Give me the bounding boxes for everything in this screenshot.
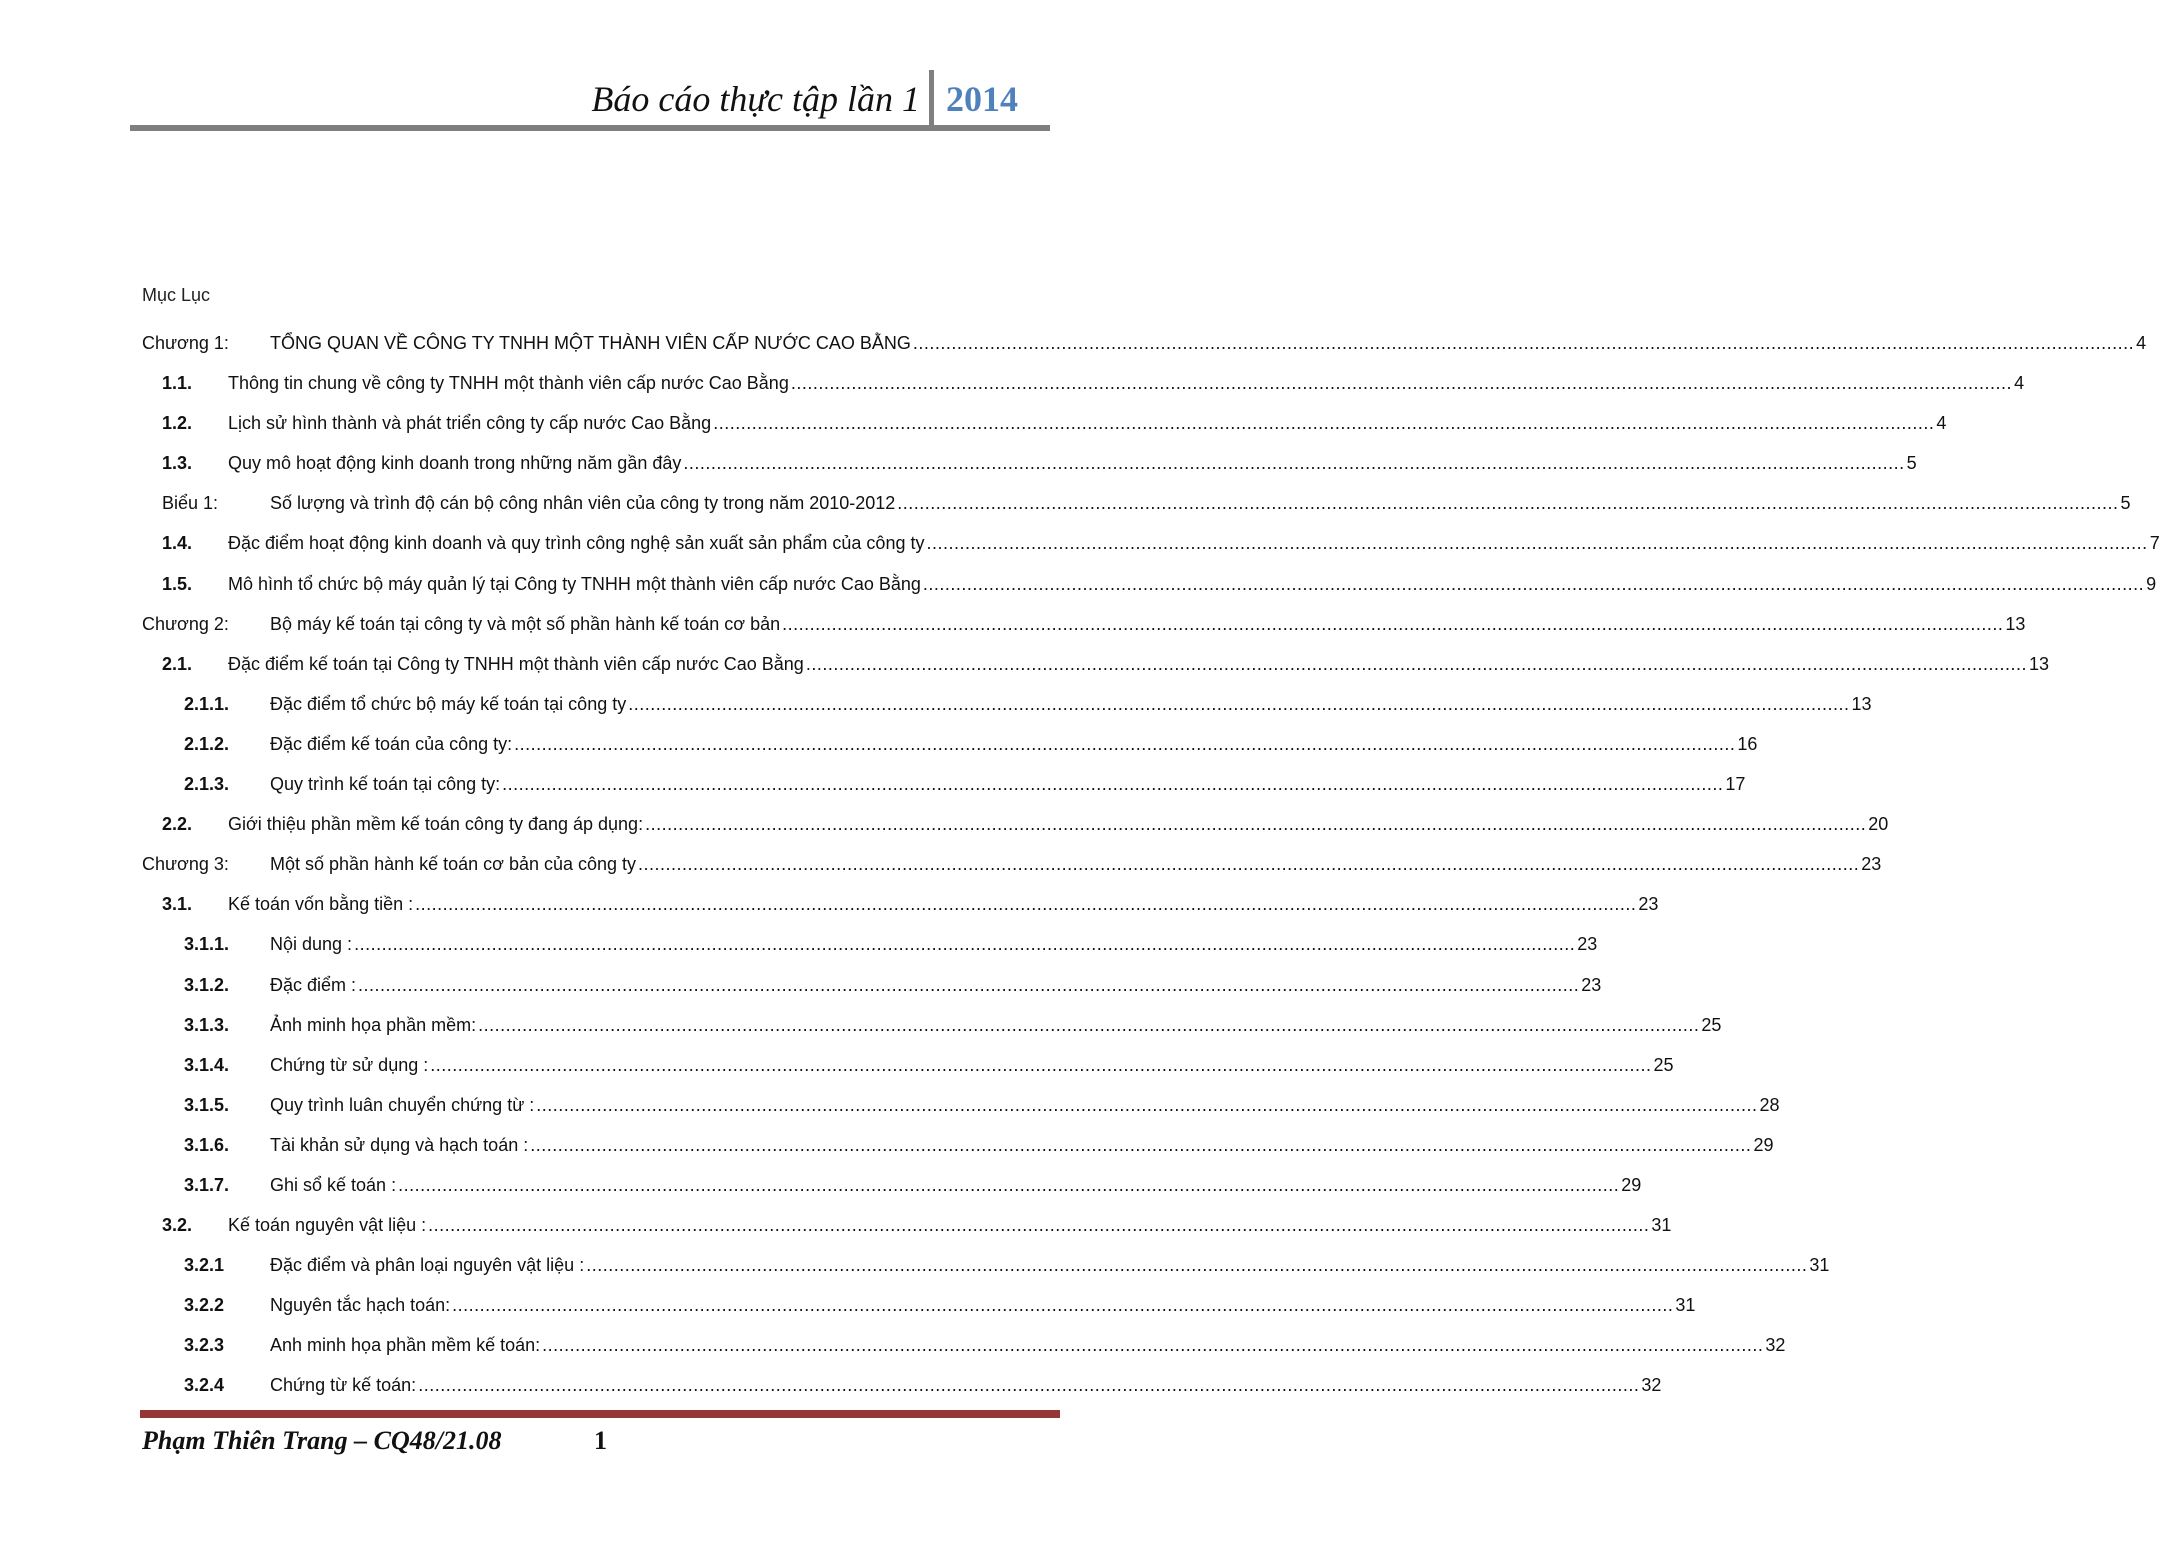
toc-entry-title: Anh minh họa phần mềm kế toán: [270, 1335, 541, 1356]
toc-entry-title: Ghi sổ kế toán : [270, 1174, 397, 1195]
toc-entry-number: 3.2.4 [184, 1375, 225, 1396]
toc-entry[interactable] [142, 733, 1758, 774]
toc-entry-number: 3.1.2. [184, 974, 230, 995]
toc-entry-page: 4 [1936, 413, 1947, 434]
toc-entry-page: 13 [2005, 613, 2026, 634]
toc-entry-title: Tài khản sử dụng và hạch toán : [270, 1134, 529, 1155]
toc-entry-title: Nội dung : [270, 934, 353, 955]
toc-dot-leader [502, 774, 1723, 795]
toc-entry[interactable] [142, 1215, 1672, 1255]
toc-dot-leader [415, 894, 1636, 915]
toc-entry[interactable] [142, 573, 2157, 614]
toc-entry-page: 32 [1641, 1375, 1662, 1396]
toc-entry-number: 3.1.5. [184, 1094, 230, 1115]
toc-entry-title: Chứng từ sử dụng : [270, 1054, 429, 1075]
toc-entry-page: 17 [1725, 774, 1746, 795]
toc-entry-page: 29 [1621, 1174, 1642, 1195]
footer-rule [140, 1410, 1060, 1418]
toc-entry-title: Đặc điểm hoạt động kinh doanh và quy trình công nghệ sản xuất sản phẩm của công ty [228, 533, 925, 554]
toc-entry-number: 3.1.1. [184, 934, 230, 955]
toc-dot-leader [782, 614, 2003, 635]
toc-dot-leader [536, 1095, 1757, 1116]
toc-dot-leader [638, 854, 1859, 875]
toc-entry-page: 7 [2149, 533, 2160, 554]
toc-entry-number: 3.1.6. [184, 1134, 230, 1155]
toc-entry[interactable] [142, 333, 2147, 373]
toc-entry[interactable] [142, 453, 1917, 493]
toc-entry[interactable] [142, 1295, 1696, 1335]
toc-entry-title: Chứng từ kế toán: [270, 1375, 417, 1396]
toc-entry-page: 4 [2136, 333, 2147, 353]
toc-dot-leader [452, 1295, 1673, 1316]
toc-dot-leader [897, 493, 2118, 514]
header-year: 2014 [946, 79, 1018, 119]
toc-entry-number: 3.1.7. [184, 1174, 230, 1195]
toc-entry-title: Đặc điểm : [270, 974, 357, 995]
toc-entry[interactable] [142, 1255, 1830, 1295]
toc-dot-leader [806, 654, 2027, 675]
toc-entry-page: 23 [1581, 974, 1602, 995]
toc-dot-leader [478, 1015, 1699, 1036]
toc-entry-title: Thông tin chung về công ty TNHH một thành viên cấp nước Cao Bằng [228, 373, 789, 394]
toc-entry-title: Quy mô hoạt động kinh doanh trong những năm gần đây [228, 453, 682, 474]
toc-entry-number: 1.1. [162, 373, 193, 394]
toc-entry-page: 23 [1638, 894, 1659, 915]
toc-dot-leader [418, 1375, 1639, 1396]
toc-entry-number: 1.5. [162, 573, 193, 594]
toc-dot-leader [428, 1215, 1649, 1236]
toc-entry-number: Biểu 1: [162, 493, 219, 514]
toc-dot-leader [645, 814, 1866, 835]
toc-dot-leader [586, 1255, 1807, 1276]
toc-entry[interactable] [142, 1335, 1786, 1375]
toc-entry-title: Đặc điểm kế toán tại Công ty TNHH một thành viên cấp nước Cao Bằng [228, 653, 804, 674]
toc-entry-title: Đặc điểm tổ chức bộ máy kế toán tại công ty [270, 693, 627, 714]
toc-entry-title: Quy trình kế toán tại công ty: [270, 774, 501, 795]
toc-dot-leader [683, 453, 1904, 474]
toc-entry-number: 3.1.4. [184, 1054, 230, 1075]
toc-dot-leader [628, 694, 1849, 715]
toc-entry-number: Chương 2: [142, 613, 229, 634]
toc-entry-page: 9 [2146, 573, 2157, 594]
toc-heading: Mục Lục [142, 285, 211, 305]
toc-entry-title: Ảnh minh họa phần mềm: [270, 1014, 477, 1035]
toc-entry[interactable] [142, 1174, 1642, 1215]
toc-entry-title: TỔNG QUAN VỀ CÔNG TY TNHH MỘT THÀNH VIÊN CẤP NƯỚC CAO BẰNG [270, 333, 911, 353]
toc-entry[interactable] [142, 493, 2131, 533]
toc-entry-page: 28 [1759, 1094, 1780, 1115]
toc-entry[interactable] [142, 413, 1947, 453]
toc-entry[interactable] [142, 533, 2160, 573]
toc-entry-title: Kế toán nguyên vật liệu : [228, 1215, 427, 1236]
toc-entry-page: 23 [1861, 854, 1882, 875]
toc-entry[interactable] [142, 1054, 1674, 1095]
toc-entry[interactable] [142, 653, 2050, 694]
toc-entry-page: 20 [1868, 814, 1889, 835]
toc-entry-page: 32 [1765, 1335, 1786, 1356]
toc-entry-title: Kế toán vốn bằng tiền : [228, 894, 414, 915]
toc-entry-number: 3.2.2 [184, 1295, 225, 1316]
toc-entry-page: 13 [2029, 653, 2050, 674]
toc-entry-page: 31 [1809, 1255, 1830, 1276]
toc-entry-number: 1.4. [162, 533, 193, 554]
toc-entry-number: 3.1. [162, 894, 193, 915]
header-divider [929, 70, 934, 130]
toc-entry-title: Bộ máy kế toán tại công ty và một số phần hành kế toán cơ bản [270, 613, 781, 634]
toc-dot-leader [923, 574, 2144, 595]
toc-entry-number: 2.1. [162, 653, 193, 674]
toc-dot-leader [358, 975, 1579, 996]
toc-entry-title: Quy trình luân chuyển chứng từ : [270, 1094, 535, 1115]
toc-dot-leader [398, 1175, 1619, 1196]
toc-dot-leader [354, 934, 1575, 955]
toc-entry[interactable] [142, 1094, 1780, 1135]
toc-entry-title: Một số phần hành kế toán cơ bản của công ty [270, 854, 637, 875]
footer-page-number: 1 [594, 1426, 607, 1455]
toc-dot-leader [430, 1055, 1651, 1076]
toc-entry[interactable] [142, 613, 2026, 654]
toc-entry-title: Đặc điểm và phân loại nguyên vật liệu : [270, 1255, 585, 1276]
toc-entry-number: 2.2. [162, 814, 193, 835]
toc-dot-leader [514, 734, 1735, 755]
toc-entry-number: 3.2.1 [184, 1255, 225, 1276]
toc-entry-number: 3.2.3 [184, 1335, 225, 1356]
toc-entry-page: 31 [1675, 1295, 1696, 1316]
toc-entry-page: 23 [1577, 934, 1598, 955]
toc-entry[interactable] [142, 894, 1659, 934]
toc-entry-page: 5 [1906, 453, 1917, 474]
toc-entry[interactable] [142, 814, 1889, 854]
toc-dot-leader [791, 373, 2012, 394]
toc-entry-number: Chương 3: [142, 854, 229, 875]
header-title: Báo cáo thực tập lần 1 [591, 79, 920, 119]
toc-entry[interactable] [142, 854, 1882, 894]
toc-dot-leader [530, 1135, 1751, 1156]
toc-entry-page: 16 [1737, 733, 1758, 754]
toc-entry-page: 31 [1651, 1215, 1672, 1236]
toc-entry[interactable] [142, 693, 1872, 734]
toc-entry-page: 25 [1701, 1014, 1722, 1035]
toc-entry-number: 1.3. [162, 453, 193, 474]
toc-entry-number: 1.2. [162, 413, 193, 434]
toc-entry[interactable] [142, 1134, 1774, 1175]
toc-entry-number: 3.1.3. [184, 1014, 230, 1035]
toc-entry-number: 2.1.3. [184, 774, 230, 795]
toc-entry-number: 2.1.1. [184, 693, 230, 714]
toc-entry-page: 29 [1753, 1134, 1774, 1155]
toc-dot-leader [926, 533, 2147, 554]
toc-entry-number: 2.1.2. [184, 733, 230, 754]
toc-entry[interactable] [142, 1014, 1722, 1055]
toc-entry-title: Đặc điểm kế toán của công ty: [270, 733, 513, 754]
toc-entry-number: Chương 1: [142, 333, 229, 353]
toc-entry[interactable] [142, 774, 1746, 814]
footer-author: Phạm Thiên Trang – CQ48/21.08 [142, 1426, 502, 1455]
toc-dot-leader [913, 333, 2134, 354]
toc-entry-page: 13 [1851, 693, 1872, 714]
toc-list [142, 333, 2160, 1416]
toc-entry-title: Lịch sử hình thành và phát triển công ty cấp nước Cao Bằng [228, 413, 712, 434]
toc-entry-title: Mô hình tổ chức bộ máy quản lý tại Công ty TNHH một thành viên cấp nước Cao Bằng [228, 573, 921, 594]
toc-dot-leader [713, 413, 1934, 434]
toc-entry-number: 3.2. [162, 1215, 193, 1236]
toc-entry[interactable] [142, 974, 1602, 1015]
toc-entry-title: Số lượng và trình độ cán bộ công nhân viên của công ty trong năm 2010-2012 [270, 493, 896, 514]
toc-entry-title: Nguyên tắc hạch toán: [270, 1295, 451, 1316]
toc-entry[interactable] [142, 373, 2025, 413]
toc-dot-leader [542, 1335, 1763, 1356]
toc-entry-page: 4 [2014, 373, 2025, 394]
toc-entry-title: Giới thiệu phần mềm kế toán công ty đang áp dụng: [228, 814, 644, 835]
toc-entry-page: 5 [2120, 493, 2131, 514]
header-rule [130, 125, 1050, 131]
toc-entry-page: 25 [1653, 1054, 1674, 1075]
toc-entry[interactable] [142, 934, 1598, 974]
